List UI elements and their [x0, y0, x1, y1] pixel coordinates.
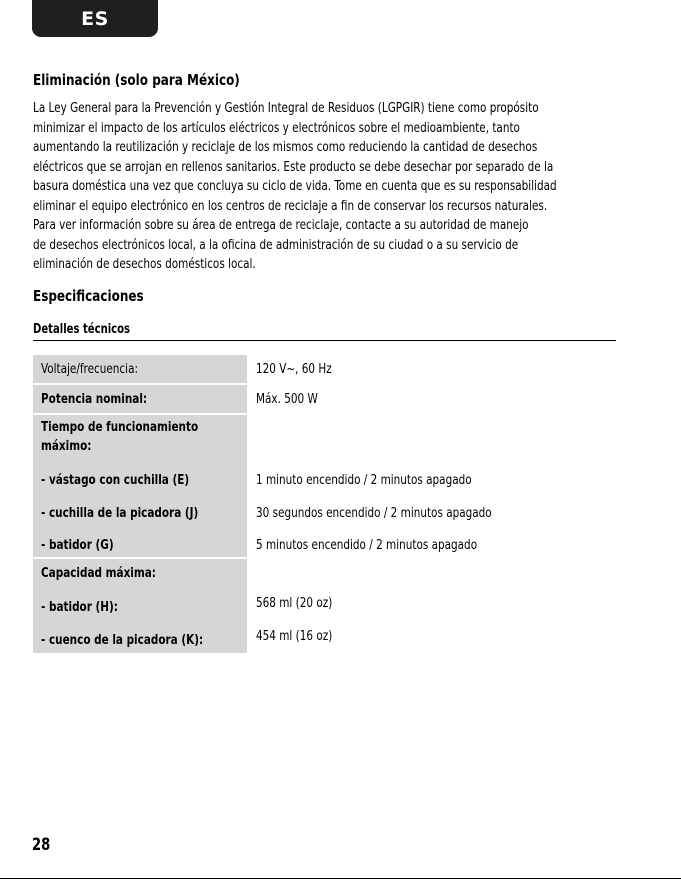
technical-details-heading: Detalles técnicos — [33, 322, 131, 337]
spec-row-voltage — [33, 355, 593, 383]
spec-row-runtime — [33, 415, 593, 557]
spec-sublabel: - batidor (G) — [41, 537, 114, 553]
disposal-line: aumentando la reutilización y reciclaje de los mismos como reduciendo la cantidad de desechos — [33, 139, 538, 155]
disposal-line: eléctricos que se arrojan en rellenos sanitarios. Este producto se debe desechar por separado de la — [33, 158, 554, 175]
spec-value: 568 ml (20 oz) — [256, 595, 333, 611]
language-tab: ES — [32, 0, 158, 37]
spec-sublabel: - batidor (H): — [41, 599, 118, 615]
section-divider — [33, 340, 616, 341]
disposal-line: eliminación de desechos domésticos local. — [33, 256, 256, 272]
disposal-line: basura doméstica una vez que concluya su ciclo de vida. Tome en cuenta que es su responsabilidad — [33, 178, 557, 194]
page-number: 28 — [32, 835, 51, 855]
spec-row-power — [33, 385, 593, 413]
disposal-line: minimizar el impacto de los artículos eléctricos y electrónicos sobre el medioambiente, tanto — [33, 119, 520, 136]
spec-label: Tiempo de funcionamiento — [41, 419, 199, 435]
spec-value: 30 segundos encendido / 2 minutos apagado — [256, 505, 492, 521]
spec-sublabel: - cuchilla de la picadora (J) — [41, 505, 199, 521]
specifications-heading: Especificaciones — [33, 287, 144, 305]
spec-value: 1 minuto encendido / 2 minutos apagado — [256, 472, 472, 488]
disposal-line: La Ley General para la Prevención y Gestión Integral de Residuos (LGPGIR) tiene como propósito — [33, 100, 539, 116]
disposal-paragraph — [33, 99, 642, 275]
spec-value: 120 V~, 60 Hz — [256, 361, 332, 377]
spec-value: 454 ml (16 oz) — [256, 628, 333, 644]
spec-value: 5 minutos encendido / 2 minutos apagado — [256, 537, 478, 553]
disposal-line: eliminar el equipo electrónico en los centros de reciclaje a fin de conservar los recursos naturales. — [33, 197, 548, 214]
page-bottom-border — [0, 878, 681, 879]
spec-label: Voltaje/frecuencia: — [41, 361, 139, 377]
disposal-line: Para ver información sobre su área de entrega de reciclaje, contacte a su autoridad de manejo — [33, 217, 529, 233]
disposal-heading: Eliminación (solo para México) — [33, 71, 240, 89]
spec-row-capacity — [33, 559, 593, 653]
spec-label: Capacidad máxima: — [41, 565, 156, 581]
spec-value: Máx. 500 W — [256, 391, 318, 407]
disposal-line: de desechos electrónicos local, a la oficina de administración de su ciudad o a su servicio de — [33, 236, 519, 253]
spec-sublabel: - cuenco de la picadora (K): — [41, 632, 204, 648]
spec-label: máximo: — [41, 438, 92, 454]
spec-label: Potencia nominal: — [41, 391, 148, 407]
spec-sublabel: - vástago con cuchilla (E) — [41, 472, 190, 488]
